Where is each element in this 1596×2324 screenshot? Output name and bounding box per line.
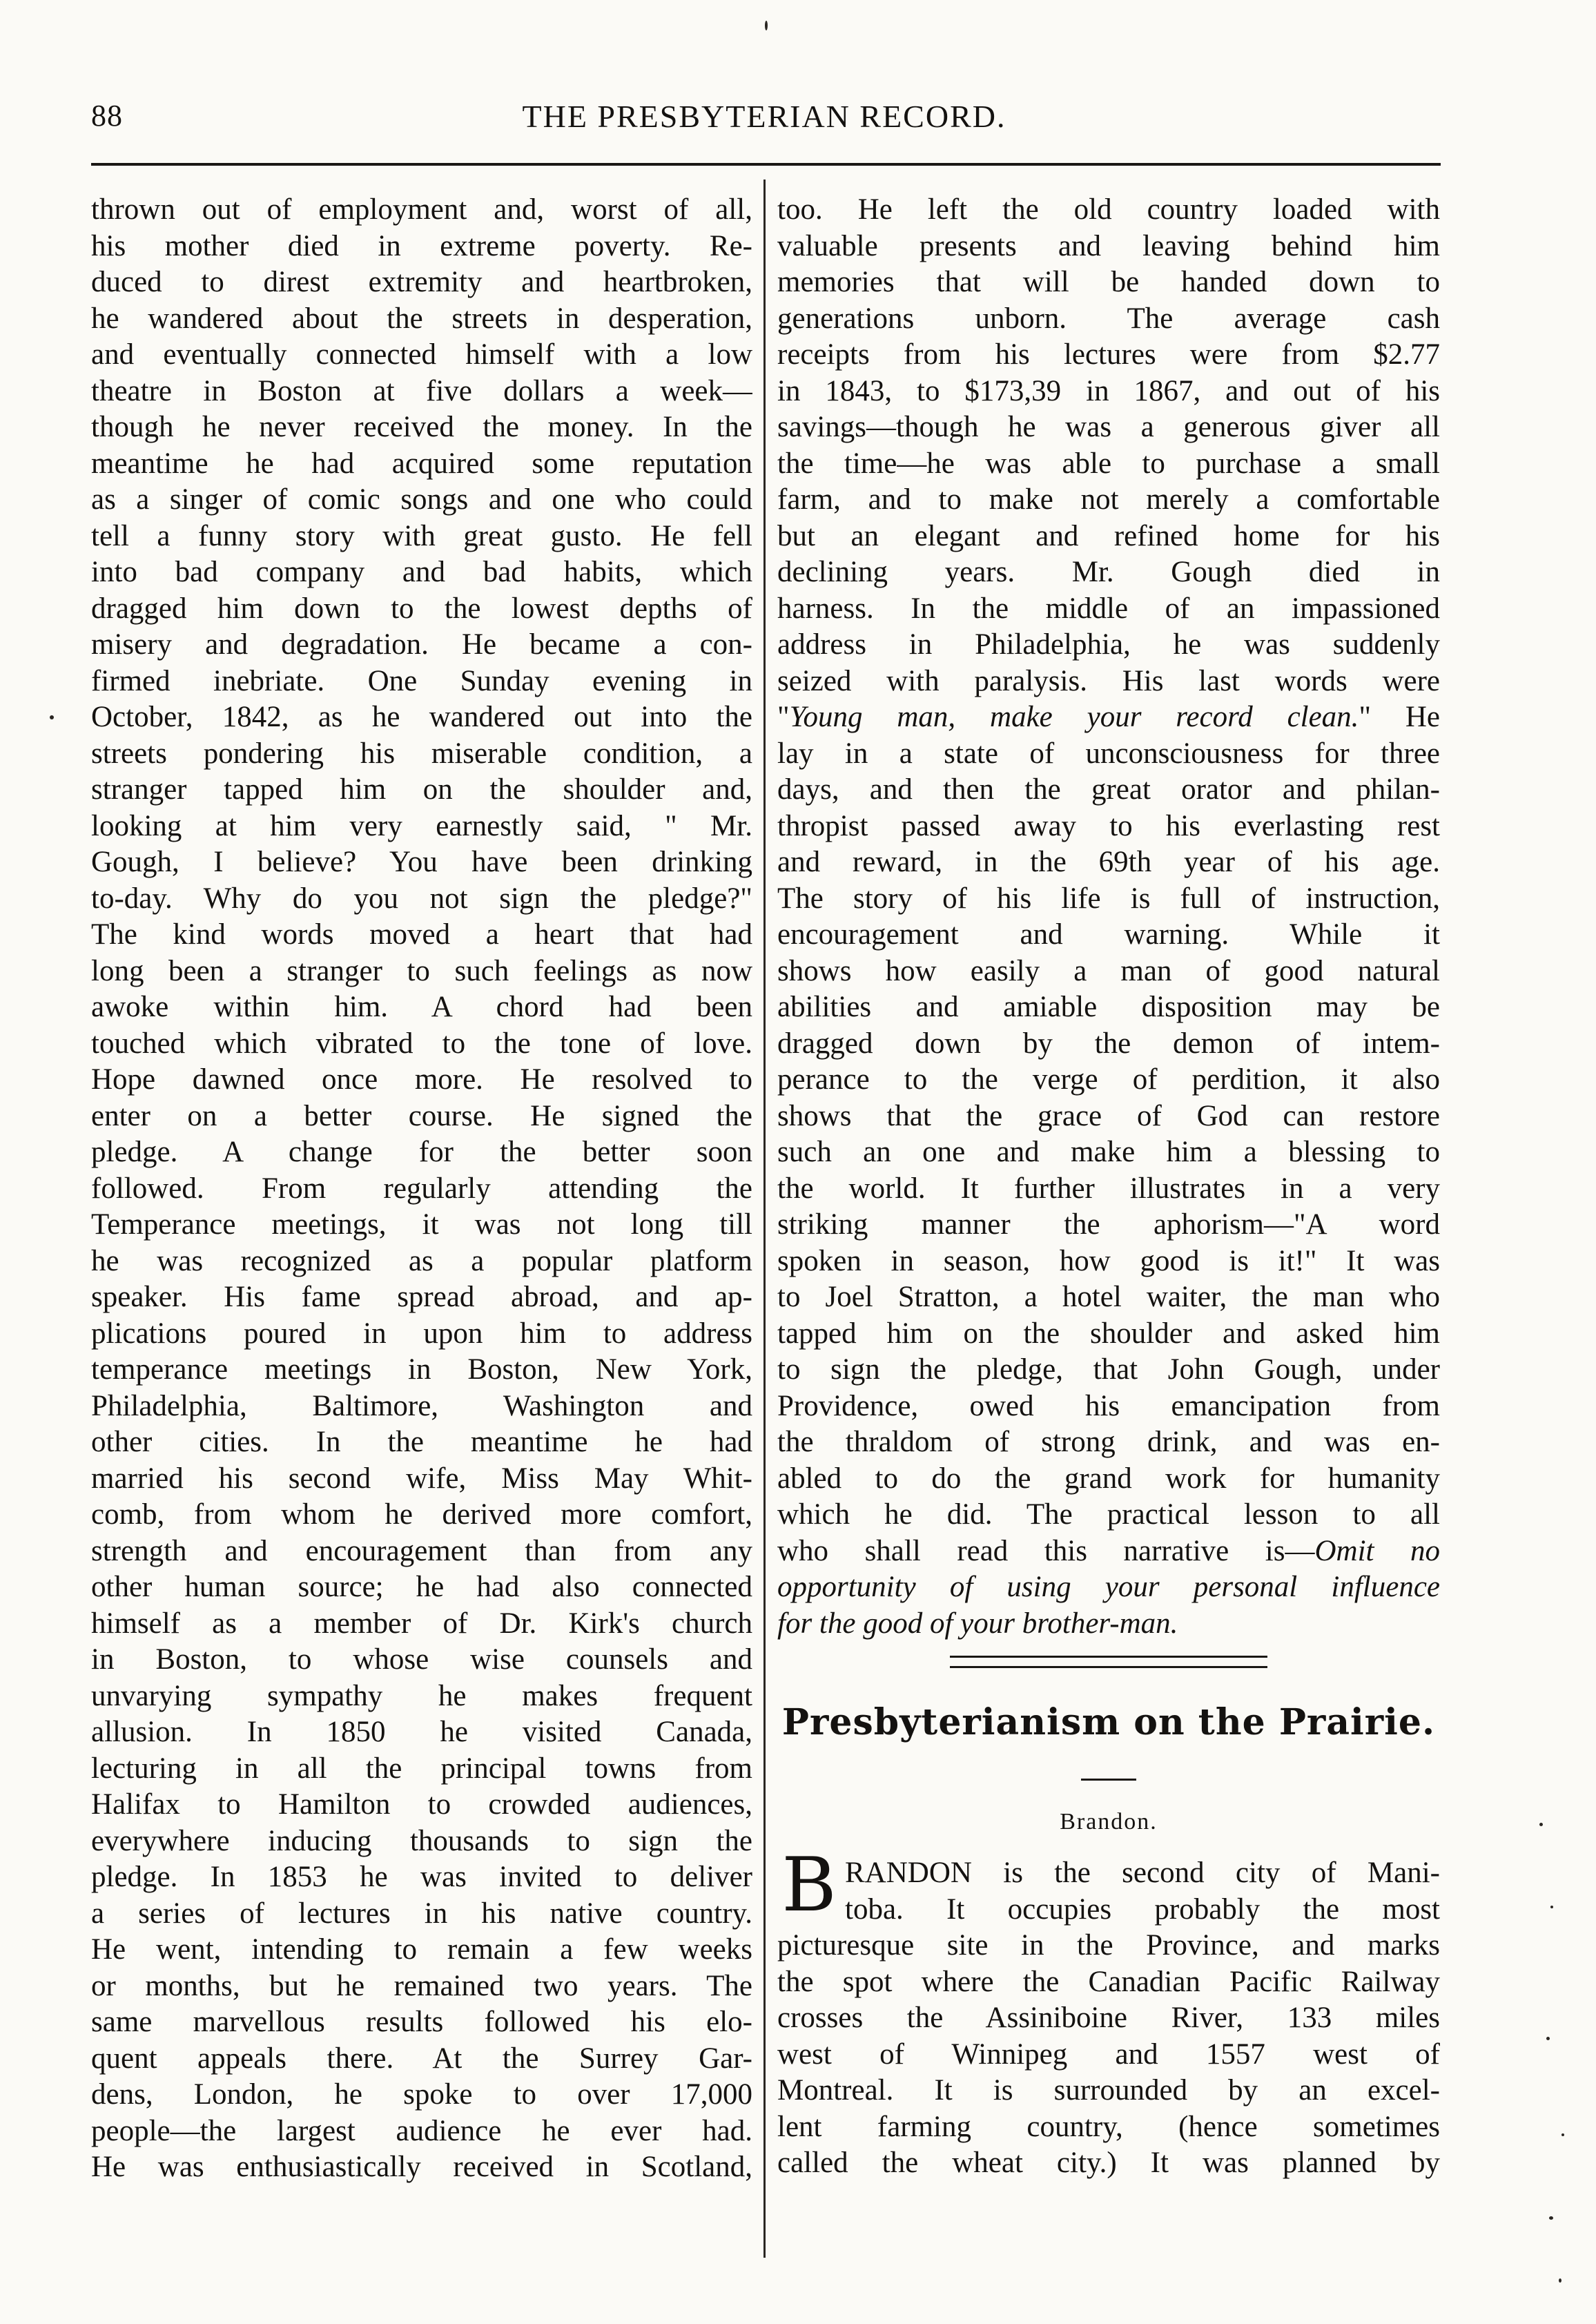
text-line: abled to do the grand work for humanity bbox=[777, 1462, 1440, 1495]
text-line: meantime he had acquired some reputation bbox=[91, 447, 752, 480]
text-line: dens, London, he spoke to over 17,000 bbox=[91, 2078, 752, 2111]
text-line: tell a funny story with great gusto. He fell bbox=[91, 519, 752, 552]
text-line: to sign the pledge, that John Gough, under bbox=[777, 1353, 1440, 1386]
double-rule bbox=[950, 1656, 1267, 1668]
scan-speck bbox=[1559, 2278, 1561, 2283]
text-line: his mother died in extreme poverty. Re- bbox=[91, 229, 752, 262]
text-line: and eventually connected himself with a low bbox=[91, 338, 752, 371]
text-line: Montreal. It is surrounded by an excel- bbox=[777, 2074, 1440, 2107]
text-line: October, 1842, as he wandered out into the bbox=[91, 701, 752, 733]
text-line: stranger tapped him on the shoulder and, bbox=[91, 773, 752, 806]
text-line: picturesque site in the Province, and marks bbox=[777, 1929, 1440, 1962]
text-line: striking manner the aphorism—"A word bbox=[777, 1208, 1440, 1241]
page-number: 88 bbox=[91, 99, 123, 133]
text-line: declining years. Mr. Gough died in bbox=[777, 556, 1440, 588]
lesson-italic-line: opportunity of using your personal influence bbox=[777, 1571, 1440, 1603]
text-line: which he did. The practical lesson to all bbox=[777, 1498, 1440, 1531]
text-line: quent appeals there. At the Surrey Gar- bbox=[91, 2042, 752, 2075]
text-line: memories that will be handed down to bbox=[777, 266, 1440, 298]
text-line: other cities. In the meantime he had bbox=[91, 1426, 752, 1458]
text-line: in 1843, to $173,39 in 1867, and out of his bbox=[777, 374, 1440, 407]
text-line: shows that the grace of God can restore bbox=[777, 1099, 1440, 1132]
text-line: the time—he was able to purchase a small bbox=[777, 447, 1440, 480]
text-line: crosses the Assiniboine River, 133 miles bbox=[777, 2002, 1440, 2034]
text-line: called the wheat city.) It was planned by bbox=[777, 2147, 1440, 2179]
text-line: days, and then the great orator and philan- bbox=[777, 773, 1440, 806]
text-line: looking at him very earnestly said, " Mr. bbox=[91, 809, 752, 842]
lesson-italic: Omit no bbox=[1314, 1534, 1440, 1567]
text-line: west of Winnipeg and 1557 west of bbox=[777, 2037, 1440, 2071]
text-line: unvarying sympathy he makes frequent bbox=[91, 1679, 752, 1712]
text-line: abilities and amiable disposition may be bbox=[777, 991, 1440, 1023]
text-line: thrown out of employment and, worst of all, bbox=[91, 193, 752, 226]
text-line: firmed inebriate. One Sunday evening in bbox=[91, 664, 752, 697]
text-line: enter on a better course. He signed the bbox=[91, 1099, 752, 1132]
text-line: speaker. His fame spread abroad, and ap- bbox=[91, 1281, 752, 1313]
text-line: The kind words moved a heart that had bbox=[91, 918, 752, 951]
text-line: toba. It occupies probably the most bbox=[845, 1892, 1440, 1926]
text-line: followed. From regularly attending the bbox=[91, 1172, 752, 1205]
text-line: valuable presents and leaving behind him bbox=[777, 229, 1440, 262]
lesson-italic-line: for the good of your brother-man. bbox=[777, 1607, 1178, 1640]
text-line: seized with paralysis. His last words were bbox=[777, 664, 1440, 697]
text-line: pledge. A change for the better soon bbox=[91, 1136, 752, 1168]
text-line: savings—though he was a generous giver all bbox=[777, 411, 1440, 443]
text-line: long been a stranger to such feelings as now bbox=[91, 954, 752, 987]
scan-speck bbox=[1550, 1906, 1553, 1908]
text-line: dragged him down to the lowest depths of bbox=[91, 592, 752, 625]
text-line: temperance meetings in Boston, New York, bbox=[91, 1353, 752, 1386]
text-line: in Boston, to whose wise counsels and bbox=[91, 1643, 752, 1676]
text-line: as a singer of comic songs and one who could bbox=[91, 483, 752, 516]
text-line: a series of lectures in his native country. bbox=[91, 1897, 752, 1930]
text-line: lecturing in all the principal towns from bbox=[91, 1752, 752, 1785]
text-line: theatre in Boston at five dollars a week— bbox=[91, 374, 752, 407]
text-line: Gough, I believe? You have been drinking bbox=[91, 846, 752, 878]
text-line: strength and encouragement than from any bbox=[91, 1534, 752, 1567]
quote-close: " He bbox=[1359, 701, 1440, 733]
text-line: encouragement and warning. While it bbox=[777, 918, 1440, 951]
section-heading: Presbyterianism on the Prairie. bbox=[781, 1701, 1436, 1743]
text-line: married his second wife, Miss May Whit- bbox=[91, 1462, 752, 1495]
subheading: Brandon. bbox=[1060, 1809, 1158, 1834]
text-line: generations unborn. The average cash bbox=[777, 302, 1440, 335]
text-line: Temperance meetings, it was not long till bbox=[91, 1208, 752, 1241]
text-line: shows how easily a man of good natural bbox=[777, 954, 1440, 987]
text-line: He went, intending to remain a few weeks bbox=[91, 1933, 752, 1966]
journal-title: THE PRESBYTERIAN RECORD. bbox=[522, 99, 1006, 134]
text-line: Hope dawned once more. He resolved to bbox=[91, 1063, 752, 1096]
header-rule bbox=[91, 163, 1441, 166]
text-line: spoken in season, how good is it!" It was bbox=[777, 1244, 1440, 1277]
text-line: streets pondering his miserable condition, a bbox=[91, 737, 752, 770]
right-column bbox=[777, 192, 1440, 2182]
text-line: into bad company and bad habits, which bbox=[91, 556, 752, 588]
last-words-quote: Young man, make your record clean. bbox=[789, 701, 1359, 733]
drop-cap: B bbox=[781, 1842, 837, 1928]
text-line: tapped him on the shoulder and asked him bbox=[777, 1317, 1440, 1350]
text-line: The story of his life is full of instruction, bbox=[777, 882, 1440, 915]
text-line: too. He left the old country loaded with bbox=[777, 193, 1440, 226]
text-line: allusion. In 1850 he visited Canada, bbox=[91, 1716, 752, 1748]
text-line: Providence, owed his emancipation from bbox=[777, 1389, 1440, 1422]
scan-speck bbox=[50, 715, 54, 719]
text-line: duced to direst extremity and heartbroken, bbox=[91, 266, 752, 298]
text-line: lent farming country, (hence sometimes bbox=[777, 2110, 1440, 2143]
left-column bbox=[91, 192, 752, 2186]
text-line: to Joel Stratton, a hotel waiter, the man who bbox=[777, 1281, 1440, 1313]
text-line: to-day. Why do you not sign the pledge?" bbox=[91, 882, 752, 915]
text-line: but an elegant and refined home for his bbox=[777, 519, 1440, 552]
text-line: everywhere inducing thousands to sign the bbox=[91, 1824, 752, 1857]
text-line: dragged down by the demon of intem- bbox=[777, 1027, 1440, 1060]
scan-speck bbox=[1539, 1823, 1543, 1826]
scan-speck bbox=[1549, 2216, 1553, 2220]
text-line: awoke within him. A chord had been bbox=[91, 991, 752, 1023]
text-line: and reward, in the 69th year of his age. bbox=[777, 846, 1440, 878]
text-line: he wandered about the streets in desperation, bbox=[91, 302, 752, 335]
quote-open: " bbox=[777, 701, 790, 733]
text-line: such an one and make him a blessing to bbox=[777, 1136, 1440, 1168]
scan-speck bbox=[1546, 2037, 1550, 2040]
short-rule bbox=[1081, 1779, 1136, 1781]
text-line: other human source; he had also connected bbox=[91, 1571, 752, 1603]
text-line: He was enthusiastically received in Scotland, bbox=[91, 2151, 752, 2183]
text-line: he was recognized as a popular platform bbox=[91, 1244, 752, 1277]
dropcap-paragraph-start bbox=[777, 1842, 1440, 1928]
text-line: same marvellous results followed his elo- bbox=[91, 2006, 752, 2038]
scan-speck bbox=[1561, 2133, 1564, 2136]
column-divider bbox=[763, 180, 766, 2258]
text-line: comb, from whom he derived more comfort, bbox=[91, 1498, 752, 1531]
text-line: though he never received the money. In the bbox=[91, 411, 752, 443]
text-line: the world. It further illustrates in a very bbox=[777, 1172, 1440, 1205]
text-line: people—the largest audience he ever had. bbox=[91, 2114, 752, 2147]
text-line: perance to the verge of perdition, it also bbox=[777, 1063, 1440, 1096]
text-line: farm, and to make not merely a comfortable bbox=[777, 483, 1440, 516]
text-line: address in Philadelphia, he was suddenly bbox=[777, 628, 1440, 661]
text-line: thropist passed away to his everlasting rest bbox=[777, 809, 1440, 842]
quote-line bbox=[777, 699, 1440, 736]
section-separator bbox=[777, 1642, 1440, 1683]
text-line: misery and degradation. He became a con- bbox=[91, 628, 752, 661]
text-line: or months, but he remained two years. The bbox=[91, 1969, 752, 2002]
text-line: the thraldom of strong drink, and was en- bbox=[777, 1426, 1440, 1458]
text-line: harness. In the middle of an impassioned bbox=[777, 592, 1440, 625]
text-line: the spot where the Canadian Pacific Railway bbox=[777, 1965, 1440, 1998]
scan-speck bbox=[765, 21, 768, 30]
lesson-prefix: who shall read this narrative is— bbox=[777, 1534, 1315, 1567]
text-line: pledge. In 1853 he was invited to deliver bbox=[91, 1861, 752, 1893]
text-line: receipts from his lectures were from $2.77 bbox=[777, 338, 1440, 371]
text-line: himself as a member of Dr. Kirk's church bbox=[91, 1607, 752, 1640]
text-line: RANDON is the second city of Mani- bbox=[845, 1857, 1440, 1889]
text-line: Halifax to Hamilton to crowded audiences, bbox=[91, 1788, 752, 1821]
text-line: lay in a state of unconsciousness for three bbox=[777, 737, 1440, 770]
text-line: Philadelphia, Baltimore, Washington and bbox=[91, 1389, 752, 1422]
lesson-line bbox=[777, 1533, 1440, 1570]
page-header bbox=[91, 95, 1437, 137]
text-line: touched which vibrated to the tone of love. bbox=[91, 1027, 752, 1060]
text-line: plications poured in upon him to address bbox=[91, 1317, 752, 1350]
